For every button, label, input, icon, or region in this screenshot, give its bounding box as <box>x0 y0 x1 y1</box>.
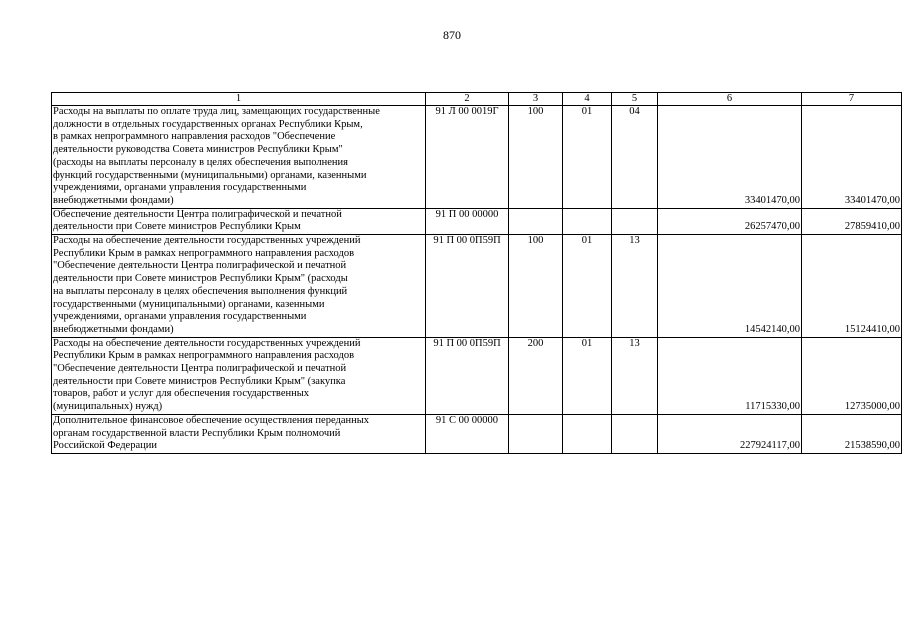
description-line: органам государственной власти Республики Крым полномочий <box>53 427 341 439</box>
expense-description <box>52 208 426 234</box>
subsection-code <box>612 208 658 234</box>
description-line: деятельности при Совете министров Республики Крым" (закупка <box>53 375 346 387</box>
section-code: 01 <box>563 106 612 209</box>
target-article-code: 91 П 00 0П59П <box>426 337 509 414</box>
expense-description <box>52 337 426 414</box>
description-line: Дополнительное финансовое обеспечение осуществления переданных <box>53 414 370 426</box>
expense-type-code: 200 <box>509 337 563 414</box>
description-line: деятельности при Совете министров Республики Крым" (расходы <box>53 273 348 285</box>
amount-column-7: 15124410,00 <box>802 235 902 338</box>
amount-column-7: 12735000,00 <box>802 337 902 414</box>
column-header: 4 <box>563 93 612 106</box>
table-header-row <box>52 93 902 106</box>
expense-type-code <box>509 208 563 234</box>
expense-type-code <box>509 414 563 453</box>
table-row <box>52 106 902 209</box>
column-header: 6 <box>658 93 802 106</box>
description-line: деятельности руководства Совета министров Республики Крым" <box>53 144 343 156</box>
expense-type-code: 100 <box>509 106 563 209</box>
amount-column-6: 33401470,00 <box>658 106 802 209</box>
table-row <box>52 235 902 338</box>
description-line: "Обеспечение деятельности Центра полиграфической и печатной <box>53 363 347 375</box>
description-line: учреждениями, органами управления государственными <box>53 311 307 323</box>
expense-description <box>52 235 426 338</box>
amount-column-6: 26257470,00 <box>658 208 802 234</box>
subsection-code: 13 <box>612 235 658 338</box>
description-line: Российской Федерации <box>53 440 157 452</box>
table-row <box>52 208 902 234</box>
target-article-code: 91 С 00 00000 <box>426 414 509 453</box>
column-header: 1 <box>52 93 426 106</box>
description-line: "Обеспечение деятельности Центра полиграфической и печатной <box>53 260 347 272</box>
expense-type-code: 100 <box>509 235 563 338</box>
section-code: 01 <box>563 337 612 414</box>
description-line: деятельности при Совете министров Республики Крым <box>53 221 301 233</box>
description-line: функций государственными (муниципальными) органами, казенными <box>53 169 367 181</box>
description-line: в рамках непрограммного направления расходов "Обеспечение <box>53 131 336 143</box>
section-code <box>563 414 612 453</box>
description-line: Республики Крым в рамках непрограммного направления расходов <box>53 350 355 362</box>
description-line: государственными (муниципальными) органами, казенными <box>53 298 325 310</box>
description-line: внебюджетными фондами) <box>53 323 174 335</box>
description-line: товаров, работ и услуг для обеспечения государственных <box>53 388 310 400</box>
description-line: должности в отдельных государственных органах Республики Крым, <box>53 118 363 130</box>
amount-column-7: 33401470,00 <box>802 106 902 209</box>
column-header: 2 <box>426 93 509 106</box>
budget-table <box>51 92 902 454</box>
column-header: 3 <box>509 93 563 106</box>
target-article-code: 91 П 00 00000 <box>426 208 509 234</box>
expense-description <box>52 414 426 453</box>
subsection-code <box>612 414 658 453</box>
column-header: 7 <box>802 93 902 106</box>
description-line: на выплаты персоналу в целях обеспечения выполнения функций <box>53 285 348 297</box>
amount-column-6: 14542140,00 <box>658 235 802 338</box>
subsection-code: 13 <box>612 337 658 414</box>
description-line: (расходы на выплаты персоналу в целях обеспечения выполнения <box>53 156 348 168</box>
description-line: Обеспечение деятельности Центра полиграфической и печатной <box>53 208 342 220</box>
target-article-code: 91 П 00 0П59П <box>426 235 509 338</box>
expense-description <box>52 106 426 209</box>
description-line: Расходы на выплаты по оплате труда лиц, замещающих государственные <box>53 106 380 117</box>
target-article-code: 91 Л 00 0019Г <box>426 106 509 209</box>
section-code <box>563 208 612 234</box>
section-code: 01 <box>563 235 612 338</box>
table-row <box>52 414 902 453</box>
subsection-code: 04 <box>612 106 658 209</box>
description-line: Расходы на обеспечение деятельности государственных учреждений <box>53 337 361 349</box>
description-line: Республики Крым в рамках непрограммного направления расходов <box>53 247 355 259</box>
amount-column-6: 227924117,00 <box>658 414 802 453</box>
description-line: (муниципальных) нужд) <box>53 401 163 413</box>
column-header: 5 <box>612 93 658 106</box>
amount-column-7: 21538590,00 <box>802 414 902 453</box>
description-line: Расходы на обеспечение деятельности государственных учреждений <box>53 235 361 247</box>
description-line: учреждениями, органами управления государственными <box>53 182 307 194</box>
amount-column-7: 27859410,00 <box>802 208 902 234</box>
table-row <box>52 337 902 414</box>
page-number: 870 <box>443 28 461 42</box>
description-line: внебюджетными фондами) <box>53 194 174 206</box>
amount-column-6: 11715330,00 <box>658 337 802 414</box>
